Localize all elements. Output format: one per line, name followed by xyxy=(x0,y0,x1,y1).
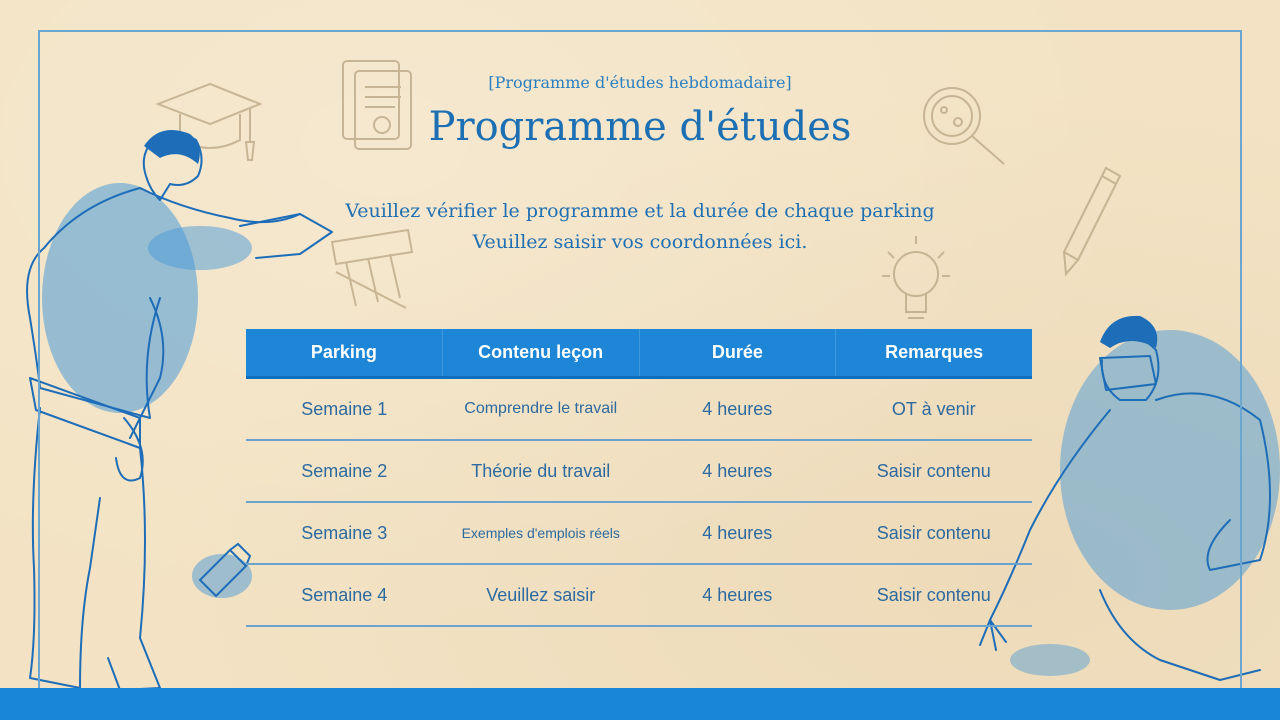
cell-content: Comprendre le travail xyxy=(464,400,618,417)
table-body xyxy=(246,379,1032,627)
header-contenu: Contenu leçon xyxy=(443,329,640,376)
cell-duration: 4 heures xyxy=(702,522,773,543)
cell-remarks: Saisir contenu xyxy=(876,584,991,605)
cell-content: Exemples d'emplois réels xyxy=(461,525,620,541)
cell-content: Théorie du travail xyxy=(471,460,611,481)
table-header xyxy=(246,329,1032,376)
description-line: Veuillez saisir vos coordonnées ici. xyxy=(472,231,808,253)
header-duree: Durée xyxy=(640,329,837,376)
slide-description xyxy=(0,196,1280,258)
slide-subtitle: [Programme d'études hebdomadaire] xyxy=(488,73,792,92)
table-row xyxy=(246,565,1032,627)
table-row xyxy=(246,503,1032,565)
header-remarques: Remarques xyxy=(885,342,984,362)
bottom-band xyxy=(0,688,1280,720)
table-row xyxy=(246,441,1032,503)
schedule-table xyxy=(246,329,1032,627)
cell-week: Semaine 3 xyxy=(301,522,388,543)
cell-remarks: Saisir contenu xyxy=(876,522,991,543)
cell-week: Semaine 1 xyxy=(301,398,388,419)
cell-duration: 4 heures xyxy=(702,398,773,419)
table-row xyxy=(246,379,1032,441)
cell-duration: 4 heures xyxy=(702,460,773,481)
header-parking: Parking xyxy=(246,329,443,376)
cell-week: Semaine 2 xyxy=(301,460,388,481)
description-line: Veuillez vérifier le programme et la durée de chaque parking xyxy=(345,200,935,222)
slide-title: Programme d'études xyxy=(428,104,852,150)
cell-duration: 4 heures xyxy=(702,584,773,605)
cell-week: Semaine 4 xyxy=(301,584,388,605)
cell-remarks: OT à venir xyxy=(891,398,976,419)
cell-remarks: Saisir contenu xyxy=(876,460,991,481)
cell-content: Veuillez saisir xyxy=(486,584,596,605)
